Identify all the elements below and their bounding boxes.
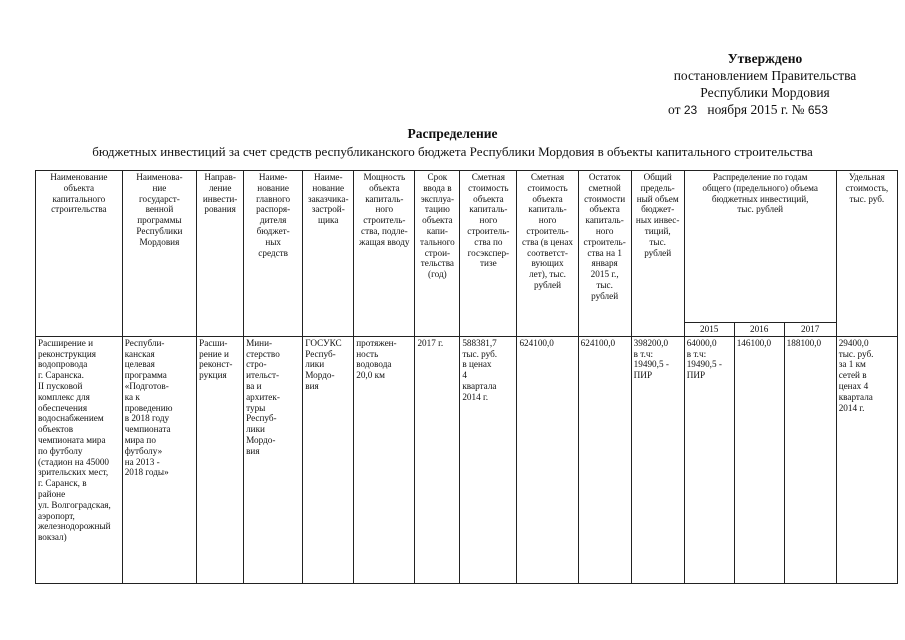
cell-2017: 188100,0 [784,336,836,583]
cell-object-name: Расширение и реконструкция водопровода г. Саранска. II пусковой комплекс для обеспечения водоснабжением объектов чемпионата мира по футболу (стадион на 45000 зрительских мест, г. Саранск, в районе ул. Волгоградская, аэропорт, железнодорожный вокзал) [36,336,123,583]
header-object-name: Наименование объекта капитального строительства [36,171,123,337]
header-customer: Наиме- нование заказчика- застрой- щика [303,171,354,337]
approval-day: 23 [683,103,698,117]
header-capacity: Мощность объекта капиталь- ного строитель- ства, подле- жащая вводу [354,171,415,337]
header-unit-cost: Удельная стоимость, тыс. руб. [836,171,897,337]
approval-month-year: ноября 2015 г. № [707,102,805,117]
document-subtitle: бюджетных инвестиций за счет средств республиканского бюджета Республики Мордовия в объекты капитального строительства [92,144,813,159]
document-title: Распределение [407,126,498,141]
cell-commission-year: 2017 г. [415,336,460,583]
approval-title: Утверждено [727,51,803,66]
header-investment-direction: Направ- ление инвести- рования [197,171,244,337]
header-year-2016: 2016 [734,323,784,337]
cell-budget-manager: Мини- стерство стро- ительст- ва и архитек- туры Респуб- лики Мордо- вия [244,336,303,583]
header-expertise-cost: Сметная стоимость объекта капиталь- ного строитель- ства по госэкспер- тизе [460,171,517,337]
header-distribution: Распределение по годам общего (предельного) объема бюджетных инвестиций, тыс. рублей [684,171,836,323]
header-year-2015: 2015 [684,323,734,337]
cell-estimated-cost: 624100,0 [517,336,578,583]
cell-remaining-cost: 624100,0 [578,336,631,583]
header-total-investment: Общий предель- ный объем бюджет- ных инвес- тиций, тыс. рублей [631,171,684,337]
header-year-2017: 2017 [784,323,836,337]
cell-2015: 64000,0 в т.ч: 19490,5 - ПИР [684,336,734,583]
header-budget-manager: Наиме- нование главного распоря- дителя бюджет- ных средств [244,171,303,337]
investment-table [35,170,898,584]
cell-capacity: протяжен- ность водовода 20,0 км [354,336,415,583]
cell-total-investment: 398200,0 в т.ч: 19490,5 - ПИР [631,336,684,583]
cell-customer: ГОСУКС Респуб- лики Мордо- вия [303,336,354,583]
header-remaining-cost: Остаток сметной стоимости объекта капиталь- ного строитель- ства на 1 января 2015 г., тыс. рублей [578,171,631,337]
cell-2016: 146100,0 [734,336,784,583]
table-header-row [36,171,898,323]
approval-date-prefix: от [668,102,681,117]
cell-expertise-cost: 588381,7 тыс. руб. в ценах 4 квартала 2014 г. [460,336,517,583]
header-commission-year: Срок ввода в эксплуа- тацию объекта капи- тального строи- тельства (год) [415,171,460,337]
cell-unit-cost: 29400,0 тыс. руб. за 1 км сетей в ценах 4 квартала 2014 г. [836,336,897,583]
table-row [36,336,898,583]
approval-block [640,50,890,119]
header-program-name: Наименова- ние государст- венной программы Республики Мордовия [122,171,196,337]
cell-program-name: Республи- канская целевая программа «Подготов- ка к проведению в 2018 году чемпионата мира по футболу» на 2013 - 2018 годы» [122,336,196,583]
approval-number: 653 [807,103,828,117]
document-heading [0,125,905,161]
approval-line-2: Республики Мордовия [700,85,830,100]
header-estimated-cost: Сметная стоимость объекта капиталь- ного строитель- ства (в ценах соответст- вующих лет), тыс. рублей [517,171,578,337]
approval-line-1: постановлением Правительства [673,68,857,83]
cell-investment-direction: Расши- рение и реконст- рукция [197,336,244,583]
approval-date-line [640,101,890,119]
